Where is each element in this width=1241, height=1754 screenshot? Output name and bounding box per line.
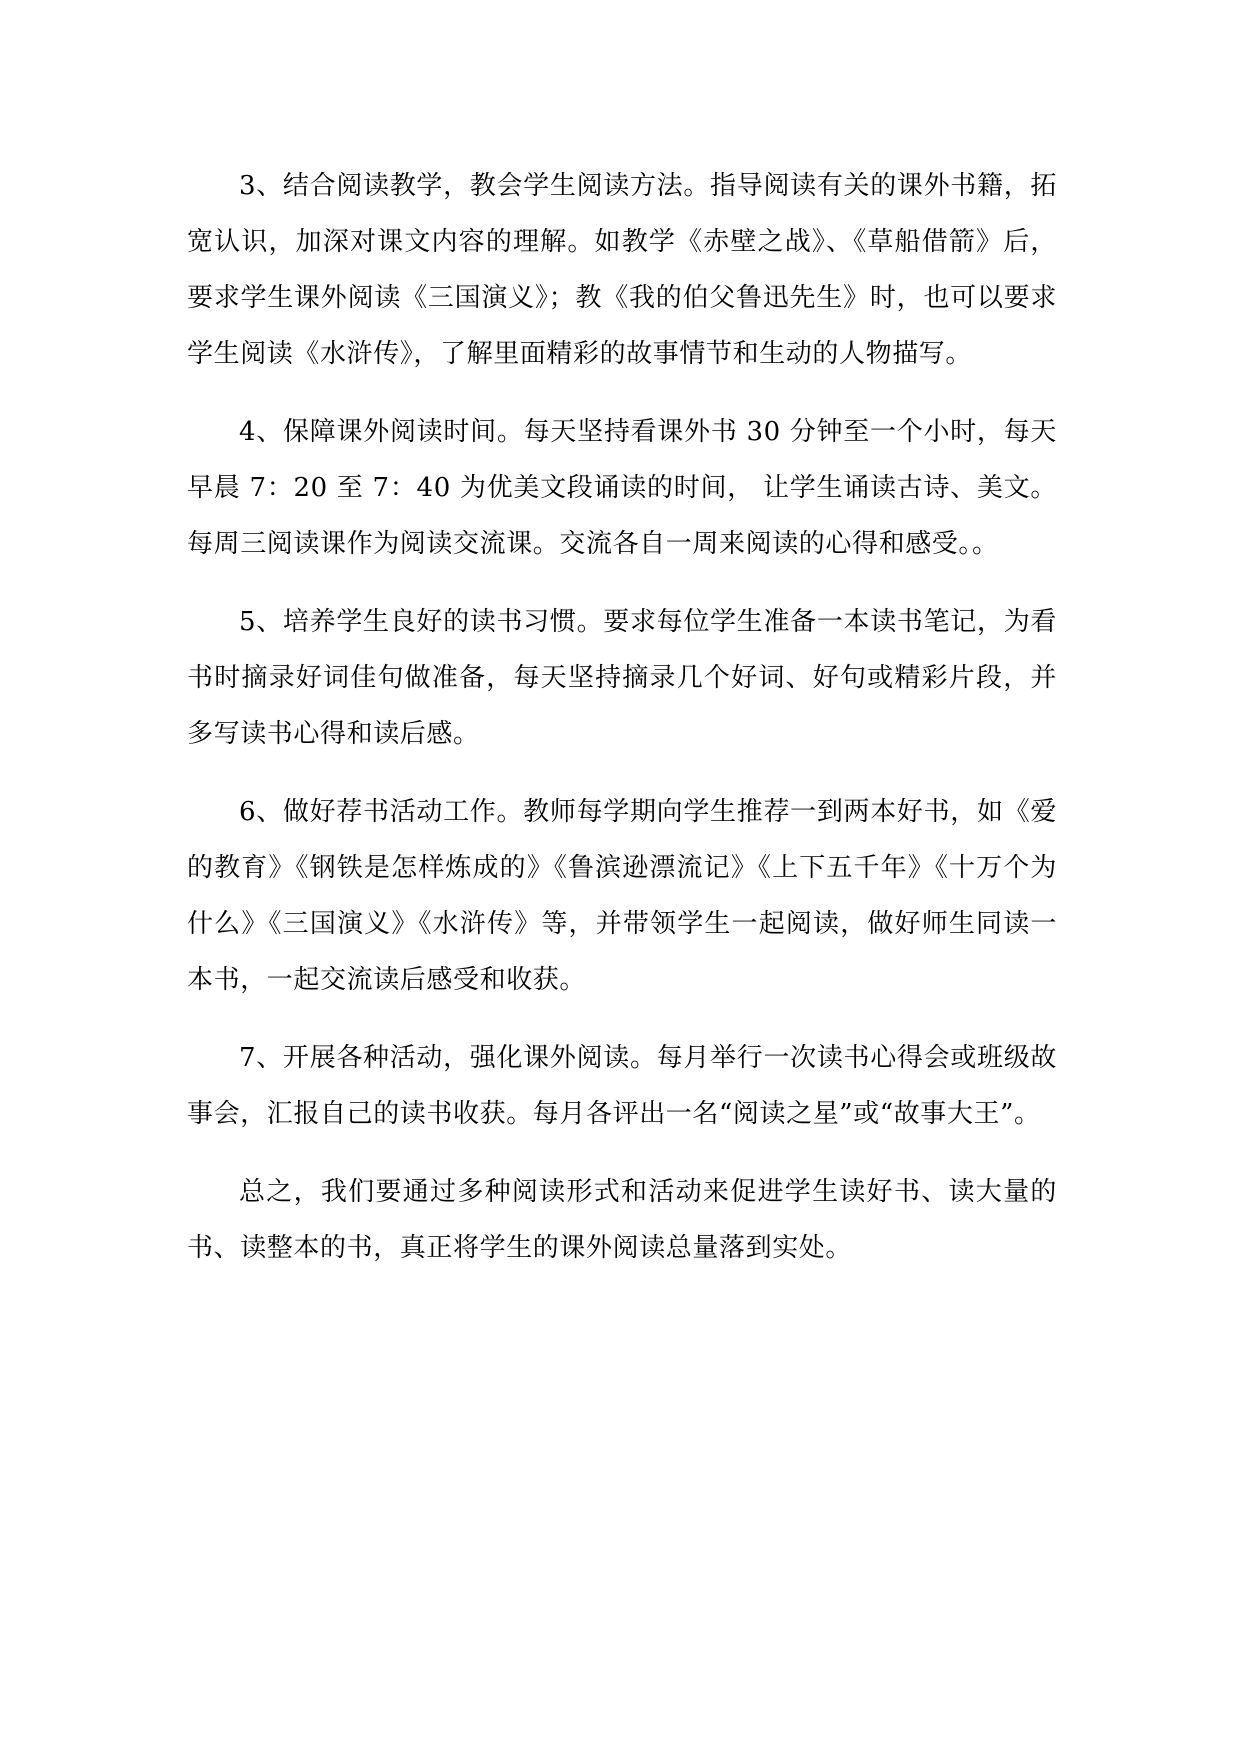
paragraph-conclusion: 总之，我们要通过多种阅读形式和活动来促进学生读好书、读大量的书、读整本的书，真正将学生的课外阅读总量落到实处。	[187, 1177, 1057, 1263]
paragraph-reading-methods: 3、结合阅读教学，教会学生阅读方法。指导阅读有关的课外书籍，拓宽认识，加深对课文内容的理解。如教学《赤壁之战》、《草船借箭》后，要求学生课外阅读《三国演义》；教《我的伯父鲁迅先生》时，也可以要求学生阅读《水浒传》，了解里面精彩的故事情节和生动的人物描写。	[187, 171, 1057, 369]
paragraph-reading-time: 4、保障课外阅读时间。每天坚持看课外书 30 分钟至一个小时，每天早晨 7：20 至 7：40 为优美文段诵读的时间， 让学生诵读古诗、美文。每周三阅读课作为阅读交流课。交流各自一周来阅读的心得和感受。。	[187, 417, 1057, 559]
paragraph-book-recommendation: 6、做好荐书活动工作。教师每学期向学生推荐一到两本好书，如《爱的教育》《钢铁是怎样炼成的》《鲁滨逊漂流记》《上下五千年》《十万个为什么》《三国演义》《水浒传》等，并带领学生一起阅读，做好师生同读一本书，一起交流读后感受和收获。	[187, 797, 1057, 995]
document-page	[187, 158, 1057, 1298]
paragraph-reading-activities: 7、开展各种活动，强化课外阅读。每月举行一次读书心得会或班级故事会，汇报自己的读书收获。每月各评出一名“阅读之星”或“故事大王”。	[187, 1043, 1057, 1129]
paragraph-reading-habits: 5、培养学生良好的读书习惯。要求每位学生准备一本读书笔记，为看书时摘录好词佳句做准备，每天坚持摘录几个好词、好句或精彩片段，并多写读书心得和读后感。	[187, 607, 1057, 749]
